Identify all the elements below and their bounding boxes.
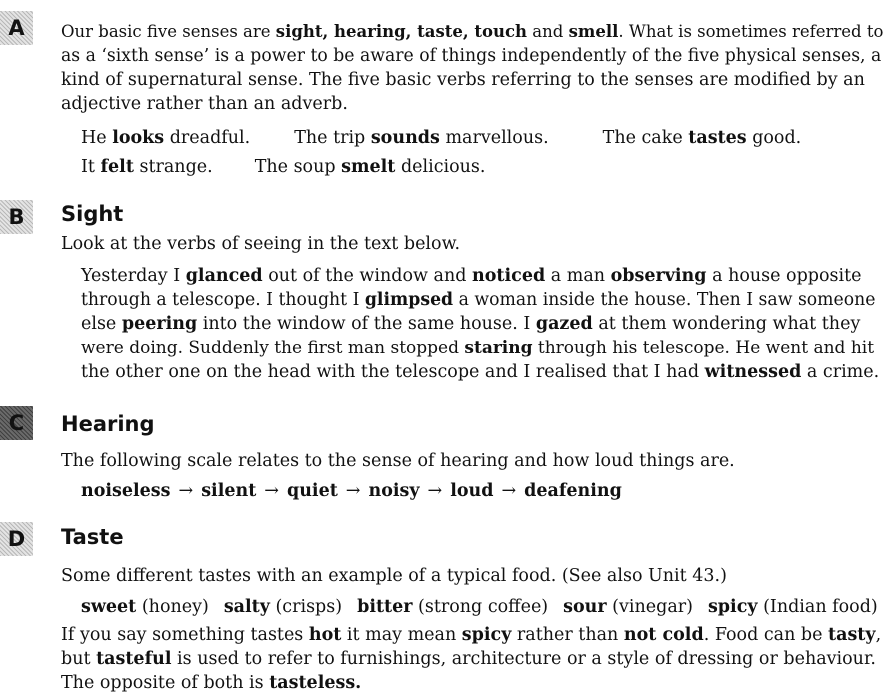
bold-term: glimpsed — [364, 290, 454, 310]
bold-term: tasty — [828, 625, 876, 645]
bold-term: staring — [464, 338, 533, 358]
bold-term: gazed — [535, 314, 593, 334]
bold-term: witnessed — [704, 362, 802, 382]
section-a-examples-row-1 — [81, 126, 801, 150]
taste-example: (vinegar) — [606, 597, 693, 617]
section-c-badge: C — [0, 406, 33, 440]
bold-term: tasteless. — [269, 673, 362, 693]
scale-word: noiseless — [81, 481, 171, 501]
example-sentence: He looks dreadful. — [81, 128, 251, 148]
taste-item — [81, 597, 209, 617]
section-a-line-3: kind of supernatural sense. The five basic verbs referring to the senses are modified by an — [61, 70, 865, 90]
example-sentence: The cake tastes good. — [602, 128, 802, 148]
section-a-line-1: Our basic five senses are sight, hearing, taste, touch and smell. What is sometimes referred to — [61, 22, 884, 41]
taste-word: sour — [563, 597, 607, 617]
section-d-line-3: The opposite of both is tasteless. — [61, 673, 362, 693]
bold-term: smelt — [341, 157, 396, 177]
section-d-intro: Some different tastes with an example of a typical food. (See also Unit 43.) — [61, 566, 727, 586]
section-a-examples-row-2 — [81, 155, 485, 179]
example-sentence: The trip sounds marvellous. — [294, 128, 549, 148]
bold-term: hot — [308, 625, 342, 645]
bold-term: not cold — [623, 625, 704, 645]
scale-word: silent — [201, 481, 257, 501]
scale-word: deafening — [524, 481, 622, 501]
taste-word: salty — [223, 597, 270, 617]
taste-word: spicy — [707, 597, 758, 617]
taste-item — [563, 597, 693, 617]
taste-word: sweet — [81, 597, 137, 617]
section-b-intro: Look at the verbs of seeing in the text below. — [61, 234, 461, 254]
section-d-heading: Taste — [61, 525, 124, 549]
bold-term: felt — [100, 157, 134, 177]
section-b-heading: Sight — [61, 202, 124, 226]
bold-term: sounds — [370, 128, 440, 148]
bold-term: smell — [568, 22, 619, 41]
hearing-scale — [81, 479, 622, 503]
section-b-text-line-5: the other one on the head with the telescope and I realised that I had witnessed a crime. — [81, 362, 880, 382]
bold-term: sight, hearing, taste, touch — [275, 22, 528, 41]
bold-term: glanced — [185, 266, 263, 286]
bold-term: noticed — [472, 266, 546, 286]
tastes-row — [81, 595, 878, 619]
taste-example: (Indian food) — [757, 597, 878, 617]
section-b-badge: B — [0, 200, 33, 234]
arrow-right-icon: → — [345, 481, 361, 501]
arrow-right-icon: → — [178, 481, 194, 501]
arrow-right-icon: → — [264, 481, 279, 501]
section-d-badge: D — [0, 522, 33, 556]
section-c-intro: The following scale relates to the sense of hearing and how loud things are. — [61, 451, 735, 471]
taste-item — [224, 597, 342, 617]
scale-word: noisy — [368, 481, 420, 501]
bold-term: spicy — [461, 625, 512, 645]
scale-word: quiet — [286, 481, 338, 501]
example-sentence: The soup smelt delicious. — [254, 157, 486, 177]
section-c-heading: Hearing — [61, 412, 155, 436]
bold-term: observing — [610, 266, 707, 286]
section-b-text-line-4: were doing. Suddenly the first man stopped staring through his telescope. He went and hit — [81, 338, 875, 358]
section-b-text-line-1: Yesterday I glanced out of the window and noticed a man observing a house opposite — [81, 266, 862, 286]
bold-term: tasteful — [96, 649, 172, 669]
scale-word: loud — [450, 481, 494, 501]
taste-example: (crisps) — [269, 597, 343, 617]
taste-example: (strong coffee) — [412, 597, 549, 617]
section-b-text-line-2: through a telescope. I thought I glimpsed a woman inside the house. Then I saw someone — [81, 290, 876, 310]
example-sentence: It felt strange. — [81, 157, 213, 177]
section-d-line-2: but tasteful is used to refer to furnishings, architecture or a style of dressing or behaviour. — [61, 649, 876, 669]
section-a-badge: A — [0, 11, 33, 45]
section-a-line-4: adjective rather than an adverb. — [61, 94, 348, 114]
section-b-text-line-3: else peering into the window of the same house. I gazed at them wondering what they — [81, 314, 861, 334]
taste-example: (honey) — [136, 597, 209, 617]
taste-word: bitter — [357, 597, 413, 617]
section-d-line-1: If you say something tastes hot it may mean spicy rather than not cold. Food can be tasty, — [61, 625, 882, 645]
taste-item — [357, 597, 548, 617]
section-a-line-2: as a ‘sixth sense’ is a power to be aware of things independently of the five physical senses, a — [61, 46, 882, 66]
bold-term: peering — [121, 314, 198, 334]
bold-term: tastes — [688, 128, 747, 148]
bold-term: looks — [112, 128, 165, 148]
arrow-right-icon: → — [427, 481, 443, 501]
taste-item — [708, 597, 878, 617]
arrow-right-icon: → — [501, 481, 517, 501]
